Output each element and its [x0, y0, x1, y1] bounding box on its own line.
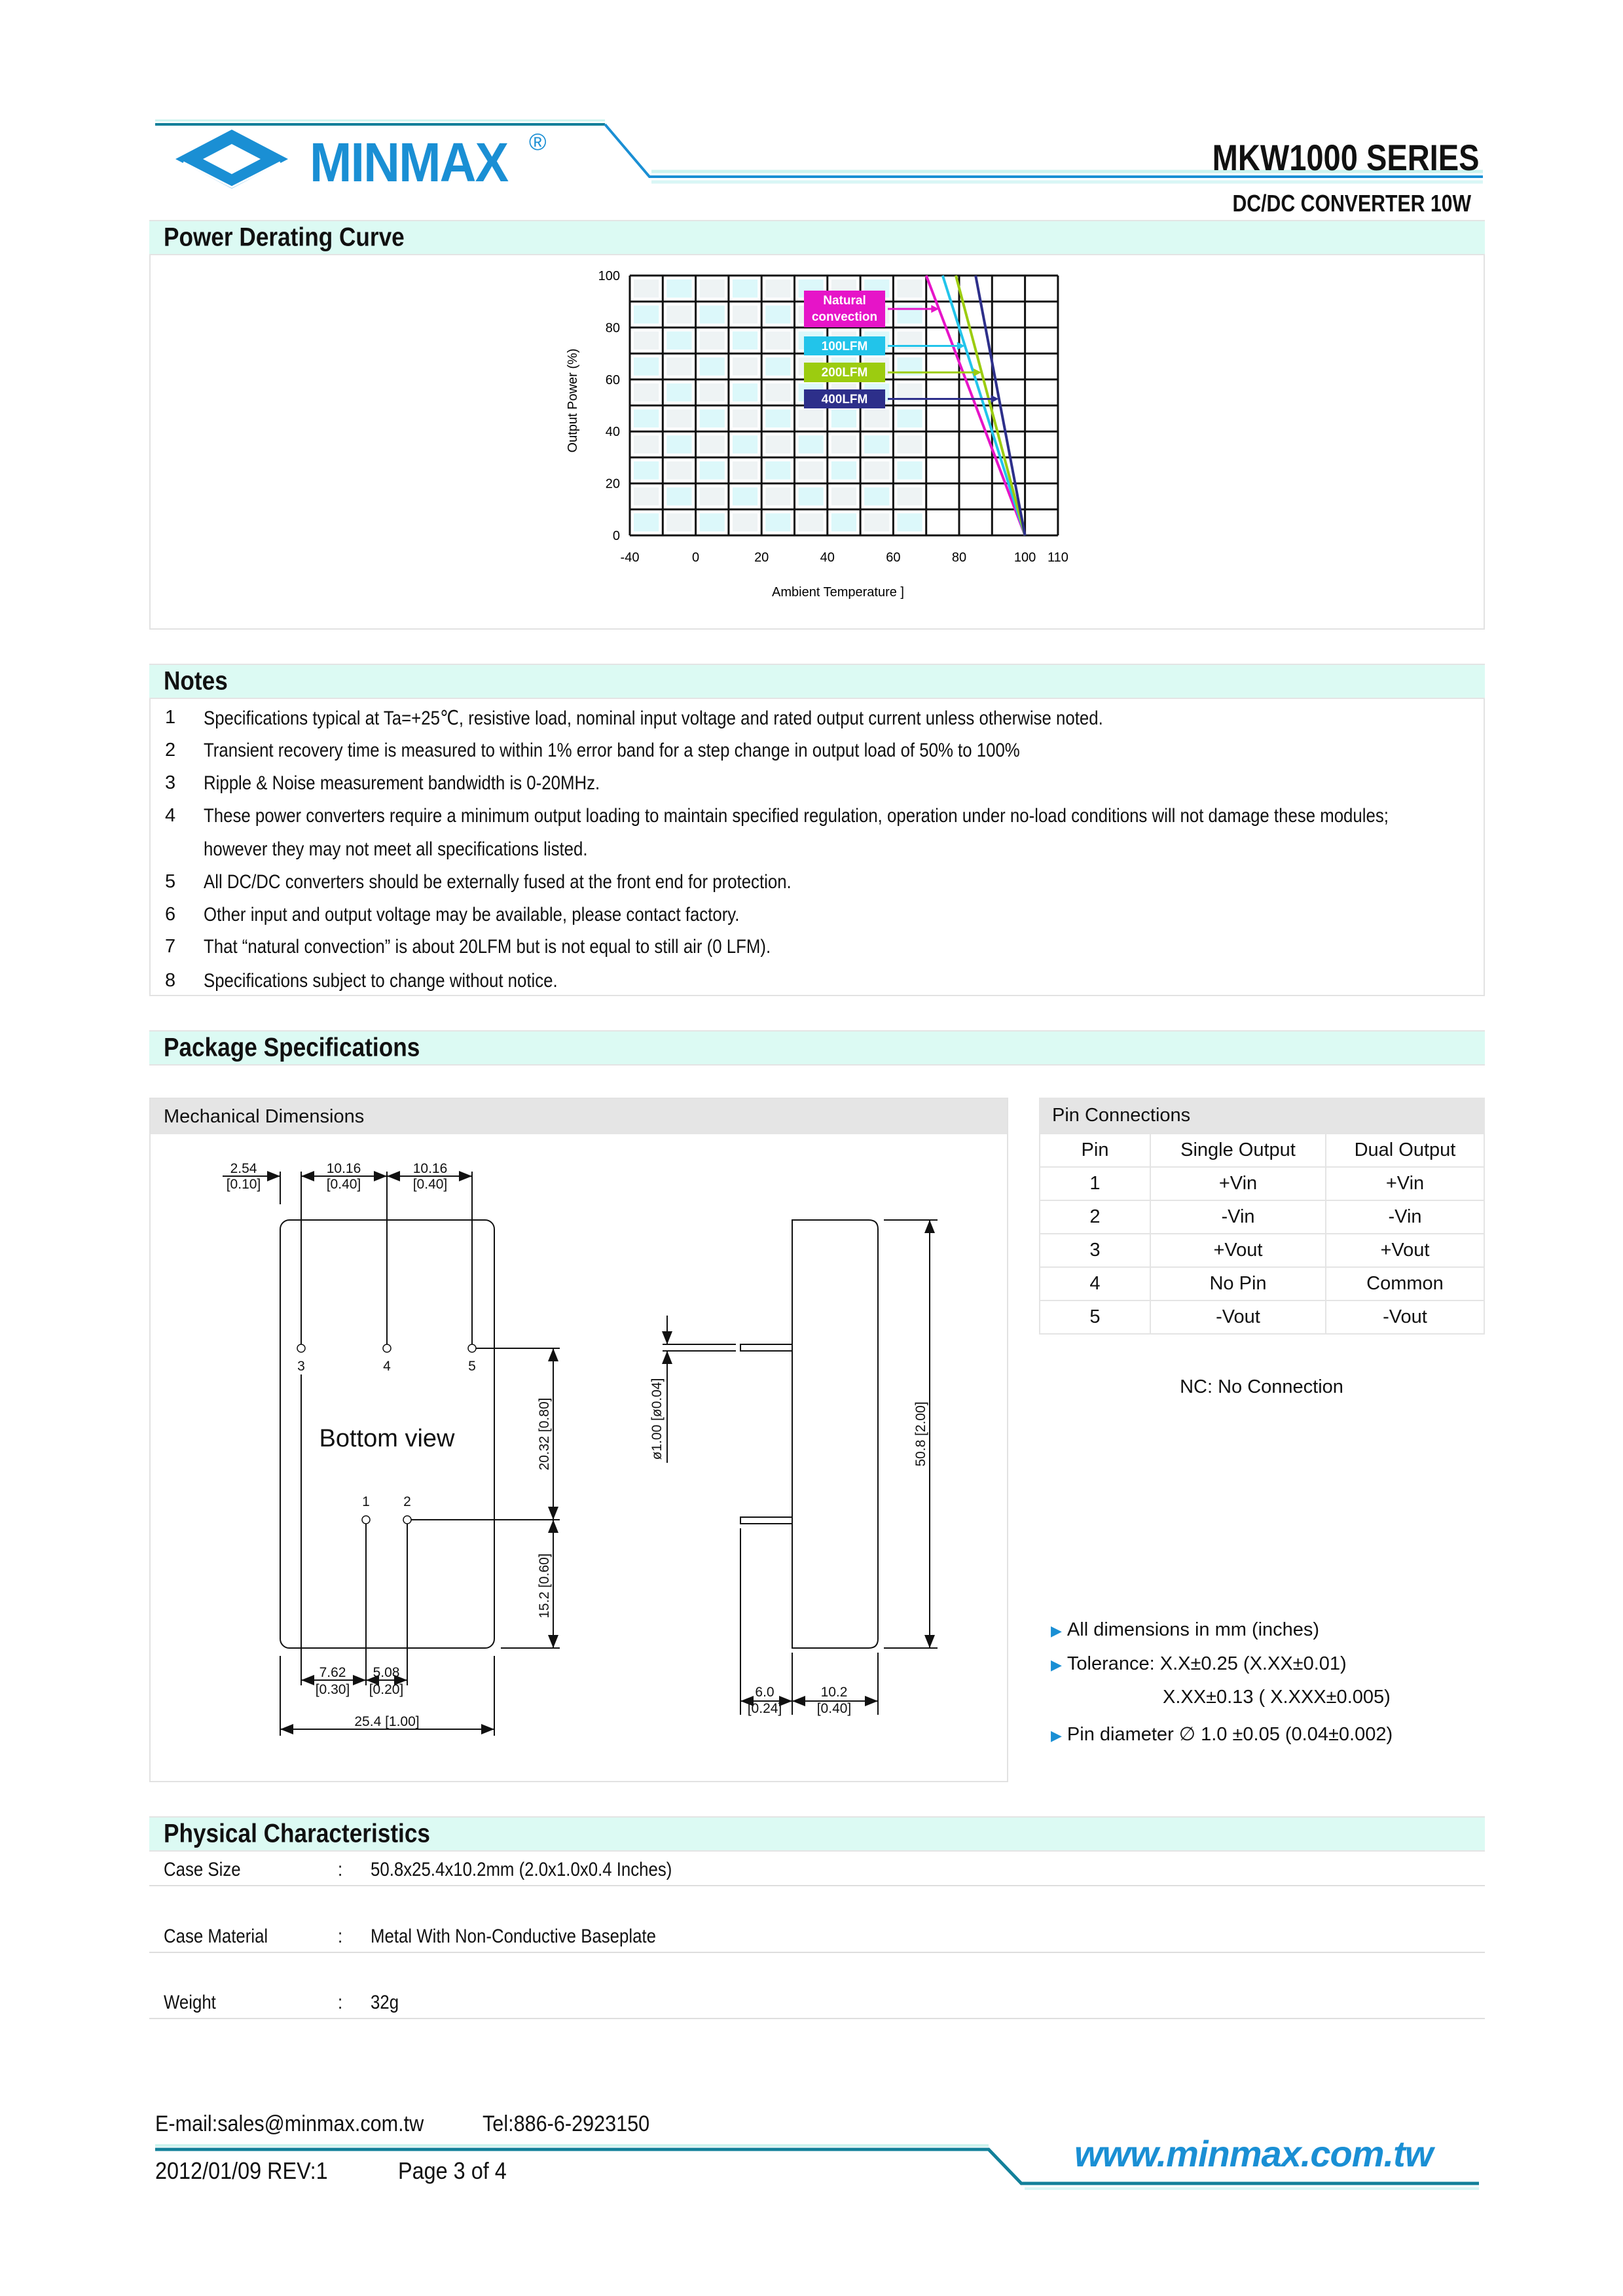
physical-label: Case Size — [164, 1859, 241, 1880]
pin-4-hole — [383, 1344, 391, 1352]
table-cell: 1 — [1040, 1167, 1150, 1200]
table-cell: -Vin — [1150, 1200, 1326, 1234]
legend-label: Natural — [823, 294, 866, 308]
section-title: Power Derating Curve — [164, 223, 405, 252]
table-cell: 4 — [1040, 1267, 1150, 1300]
column-header: Single Output — [1150, 1134, 1326, 1167]
x-tick-label: 110 — [1047, 550, 1068, 565]
table-cell: 2 — [1040, 1200, 1150, 1234]
physical-value: 32g — [371, 1992, 399, 2013]
table-cell: +Vin — [1326, 1167, 1484, 1200]
bottom-view-label: Bottom view — [319, 1425, 455, 1452]
dim-label: [0.20] — [369, 1682, 404, 1697]
physical-row — [149, 1992, 1485, 2019]
physical-value: 50.8x25.4x10.2mm (2.0x1.0x0.4 Inches) — [371, 1859, 672, 1880]
table-cell: +Vout — [1326, 1234, 1484, 1267]
nc-note: NC: No Connection — [1180, 1376, 1343, 1397]
pin-side-bottom — [740, 1517, 792, 1524]
triangle-bullet-icon: ▶ — [1051, 1727, 1062, 1744]
dimension-note: X.XX±0.13 ( X.XXX±0.005) — [1163, 1687, 1391, 1708]
table-row — [1040, 1267, 1484, 1300]
pin-label: 1 — [362, 1494, 370, 1509]
table-cell: +Vout — [1150, 1234, 1326, 1267]
legend-label: 200LFM — [821, 366, 868, 380]
note-number: 1 — [165, 707, 176, 728]
pin-label: 2 — [403, 1494, 411, 1509]
footer-email: E-mail:sales@minmax.com.tw — [155, 2111, 424, 2136]
physical-sep: : — [338, 1859, 343, 1880]
pin-side-top — [740, 1344, 792, 1351]
pin-5-hole — [468, 1344, 476, 1352]
table-cell: +Vin — [1150, 1167, 1326, 1200]
dim-label: [0.24] — [747, 1701, 782, 1716]
dim-label: 7.62 — [319, 1665, 346, 1680]
pin-label: 3 — [297, 1359, 305, 1374]
physical-label: Case Material — [164, 1926, 268, 1947]
pin-label: 4 — [383, 1359, 391, 1374]
table-row — [1040, 1200, 1484, 1234]
note-text: Specifications typical at Ta=+25℃, resistive load, nominal input voltage and rated output current unless otherwise noted. — [204, 708, 1103, 729]
dim-label: ø1.00 [ø0.04] — [649, 1378, 665, 1460]
mechanical-drawing — [0, 0, 1008, 1780]
y-tick-label: 80 — [605, 321, 620, 336]
x-tick-label: 60 — [886, 550, 901, 565]
dim-label: 25.4 [1.00] — [354, 1714, 420, 1729]
y-tick-label: 20 — [605, 476, 620, 492]
x-tick-label: 0 — [692, 550, 700, 565]
x-tick-label: 100 — [1013, 550, 1036, 565]
series-title: MKW1000 SERIES — [1212, 137, 1479, 178]
note-text: Other input and output voltage may be available, please contact factory. — [204, 904, 740, 925]
registered-mark: ® — [529, 128, 547, 155]
note-text: Ripple & Noise measurement bandwidth is 0-20MHz. — [204, 772, 600, 794]
product-subtitle: DC/DC CONVERTER 10W — [1232, 190, 1471, 217]
legend-label: 100LFM — [821, 340, 868, 353]
triangle-bullet-icon: ▶ — [1051, 1657, 1062, 1673]
x-tick-label: 80 — [951, 550, 967, 565]
note-number: 7 — [165, 936, 176, 957]
footer-page-number: Page 3 of 4 — [398, 2157, 507, 2184]
section-title: Package Specifications — [164, 1033, 420, 1062]
table-row — [1040, 1300, 1484, 1334]
table-row — [1040, 1167, 1484, 1200]
physical-value: Metal With Non-Conductive Baseplate — [371, 1926, 656, 1947]
dim-label: 15.2 [0.60] — [537, 1553, 552, 1619]
mechanical-title: Mechanical Dimensions — [164, 1106, 365, 1127]
dim-label: 10.2 — [820, 1685, 848, 1700]
dim-label: 20.32 [0.80] — [537, 1397, 552, 1471]
pin-label: 5 — [468, 1359, 476, 1374]
note-number: 4 — [165, 805, 176, 826]
note-text: These power converters require a minimum output loading to maintain specified regulation, operation under no-load conditions will not damage these modules; — [204, 805, 1389, 827]
section-header-physical — [149, 1816, 1485, 1852]
x-tick-label: -40 — [620, 550, 640, 565]
note-text: All DC/DC converters should be externally fused at the front end for protection. — [204, 871, 792, 893]
note-number: 6 — [165, 904, 176, 925]
dimension-note: ▶ Tolerance: X.X±0.25 (X.XX±0.01) — [1051, 1653, 1347, 1674]
section-title: Physical Characteristics — [164, 1819, 430, 1848]
module-body-side-view — [792, 1220, 878, 1648]
table-cell: 5 — [1040, 1300, 1150, 1334]
footer-website-link[interactable]: www.minmax.com.tw — [1074, 2133, 1433, 2174]
y-axis-title: Output Power (%) — [566, 348, 580, 453]
legend-label: convection — [811, 310, 878, 324]
dimension-note: ▶ Pin diameter ∅ 1.0 ±0.05 (0.04±0.002) — [1051, 1724, 1393, 1745]
dim-label: 5.08 — [373, 1665, 400, 1680]
pin-connections-title: Pin Connections — [1052, 1105, 1191, 1126]
pin-1-hole — [362, 1516, 370, 1524]
dim-label: 50.8 [2.00] — [913, 1401, 928, 1467]
legend-label: 400LFM — [821, 393, 868, 406]
dim-label: [0.40] — [326, 1177, 361, 1192]
note-number: 8 — [165, 970, 176, 991]
dim-label: [0.30] — [315, 1682, 350, 1697]
pin-2-hole — [403, 1516, 411, 1524]
y-tick-label: 0 — [612, 529, 620, 543]
dim-label: [0.10] — [226, 1177, 261, 1192]
dim-label: 2.54 — [230, 1161, 257, 1176]
x-tick-label: 40 — [820, 550, 835, 565]
table-cell: 3 — [1040, 1234, 1150, 1267]
table-row — [1040, 1234, 1484, 1267]
table-cell: Common — [1326, 1267, 1484, 1300]
table-cell: -Vin — [1326, 1200, 1484, 1234]
physical-label: Weight — [164, 1992, 216, 2013]
dim-label: 10.16 — [412, 1161, 448, 1176]
table-cell: -Vout — [1150, 1300, 1326, 1334]
column-header: Dual Output — [1326, 1134, 1484, 1167]
y-tick-label: 40 — [605, 425, 620, 440]
dim-label: [0.40] — [412, 1177, 448, 1192]
triangle-bullet-icon: ▶ — [1051, 1623, 1062, 1639]
note-number: 5 — [165, 871, 176, 892]
column-header: Pin — [1040, 1134, 1150, 1167]
y-tick-label: 100 — [598, 269, 620, 283]
note-text: That “natural convection” is about 20LFM but is not equal to still air (0 LFM). — [204, 936, 771, 958]
brand-logo-text: MINMAX — [310, 132, 508, 193]
dim-label: 10.16 — [326, 1161, 361, 1176]
pin-connections-table — [1039, 1133, 1485, 1335]
footer-revision: 2012/01/09 REV:1 — [155, 2157, 328, 2184]
pin-3-hole — [297, 1344, 305, 1352]
physical-sep: : — [338, 1992, 343, 2013]
y-tick-label: 60 — [605, 372, 620, 387]
note-text: however they may not meet all specifications listed. — [204, 838, 588, 860]
x-tick-label: 20 — [754, 550, 769, 565]
note-text: Specifications subject to change without notice. — [204, 970, 558, 992]
table-cell: -Vout — [1326, 1300, 1484, 1334]
footer-tel: Tel:886-6-2923150 — [483, 2111, 650, 2136]
table-cell: No Pin — [1150, 1267, 1326, 1300]
physical-row — [149, 1926, 1485, 1953]
section-title: Notes — [164, 666, 228, 696]
physical-row — [149, 1859, 1485, 1886]
dim-label: 6.0 — [755, 1685, 775, 1700]
dimension-note: ▶ All dimensions in mm (inches) — [1051, 1619, 1320, 1640]
note-number: 3 — [165, 772, 176, 793]
note-text: Transient recovery time is measured to within 1% error band for a step change in output load of 50% to 100% — [204, 740, 1020, 761]
dim-label: [0.40] — [816, 1701, 852, 1716]
x-axis-title: Ambient Temperature ] — [772, 585, 904, 600]
physical-sep: : — [338, 1926, 343, 1947]
note-number: 2 — [165, 740, 176, 761]
